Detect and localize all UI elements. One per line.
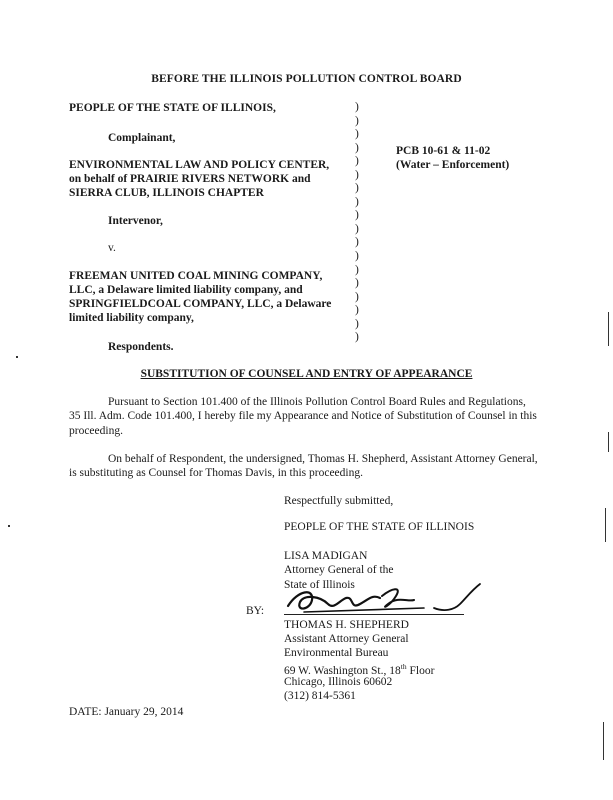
- plaintiff-name: PEOPLE OF THE STATE OF ILLINOIS,: [69, 102, 276, 114]
- scan-artifact: [605, 508, 606, 542]
- signature-line: [284, 614, 464, 615]
- section-heading: SUBSTITUTION OF COUNSEL AND ENTRY OF APPEARANCE: [140, 368, 473, 380]
- signature-image: [284, 582, 494, 622]
- paren: ): [355, 101, 359, 113]
- paren: ): [355, 182, 359, 195]
- paren: ): [355, 209, 359, 222]
- case-type: (Water – Enforcement): [396, 159, 510, 171]
- paren: ): [355, 141, 359, 154]
- scan-artifact: [608, 312, 609, 346]
- scan-artifact: [8, 525, 10, 527]
- scan-artifact: [608, 432, 609, 452]
- plaintiff-role: Complainant,: [108, 132, 176, 144]
- paragraph-2: On behalf of Respondent, the undersigned, Thomas H. Shepherd, Assistant Attorney General, is substituting as Counsel for Thomas Davis, in this proceeding.: [69, 453, 538, 480]
- paren: ): [355, 195, 359, 208]
- paren: ): [355, 331, 359, 344]
- signer-name: THOMAS H. SHEPHERD: [284, 619, 409, 631]
- paren: ): [355, 114, 359, 127]
- respondent-line-4: limited liability company,: [69, 312, 194, 324]
- paren: ): [355, 263, 359, 276]
- respondent-role: Respondents.: [108, 341, 174, 353]
- paren: ): [355, 155, 359, 168]
- paren: ): [355, 236, 359, 249]
- versus: v.: [108, 242, 116, 254]
- paren: ): [355, 290, 359, 303]
- paren: ): [355, 277, 359, 290]
- ag-title-2: State of Illinois: [284, 579, 355, 591]
- paren: ): [355, 222, 359, 235]
- respectfully-submitted: Respectfully submitted,: [284, 495, 394, 507]
- paren: ): [355, 250, 359, 263]
- by-label: BY:: [246, 605, 265, 617]
- document-title: BEFORE THE ILLINOIS POLLUTION CONTROL BOARD: [151, 73, 462, 85]
- scan-artifact: [16, 356, 18, 358]
- scan-artifact: [603, 722, 604, 760]
- intervenor-line-3: SIERRA CLUB, ILLINOIS CHAPTER: [69, 187, 264, 199]
- intervenor-line-2: on behalf of PRAIRIE RIVERS NETWORK and: [69, 173, 311, 185]
- date-line: DATE: January 29, 2014: [69, 706, 184, 718]
- address-street-text: 69 W. Washington St., 18: [284, 664, 401, 677]
- address-city: Chicago, Illinois 60602: [284, 676, 393, 688]
- paren: ): [355, 304, 359, 317]
- paren: ): [355, 317, 359, 330]
- paragraph-1: Pursuant to Section 101.400 of the Illinois Pollution Control Board Rules and Regulations, 35 Ill. Adm. Code 101.400, I hereby file my Appearance and Notice of Substitution of Counsel in this proceeding.: [69, 396, 537, 437]
- address-floor: Floor: [406, 664, 435, 677]
- ag-name: LISA MADIGAN: [284, 550, 368, 562]
- respondent-line-2: LLC, a Delaware limited liability company, and: [69, 284, 303, 296]
- respondent-line-3: SPRINGFIELDCOAL COMPANY, LLC, a Delaware: [69, 298, 332, 310]
- case-number: PCB 10-61 & 11-02: [396, 145, 491, 157]
- bureau: Environmental Bureau: [284, 647, 389, 659]
- phone: (312) 814-5361: [284, 690, 356, 702]
- signer-title: Assistant Attorney General: [284, 633, 409, 645]
- respondent-line-1: FREEMAN UNITED COAL MINING COMPANY,: [69, 270, 323, 282]
- paren: ): [355, 168, 359, 181]
- ag-title-1: Attorney General of the: [284, 564, 394, 576]
- paren: ): [355, 128, 359, 141]
- address-superscript: th: [400, 662, 407, 671]
- intervenor-line-1: ENVIRONMENTAL LAW AND POLICY CENTER,: [69, 159, 330, 171]
- case-info: [396, 144, 509, 172]
- caption-paren-column: [355, 101, 359, 345]
- intervenor-role: Intervenor,: [108, 215, 163, 227]
- people-line: PEOPLE OF THE STATE OF ILLINOIS: [284, 521, 475, 533]
